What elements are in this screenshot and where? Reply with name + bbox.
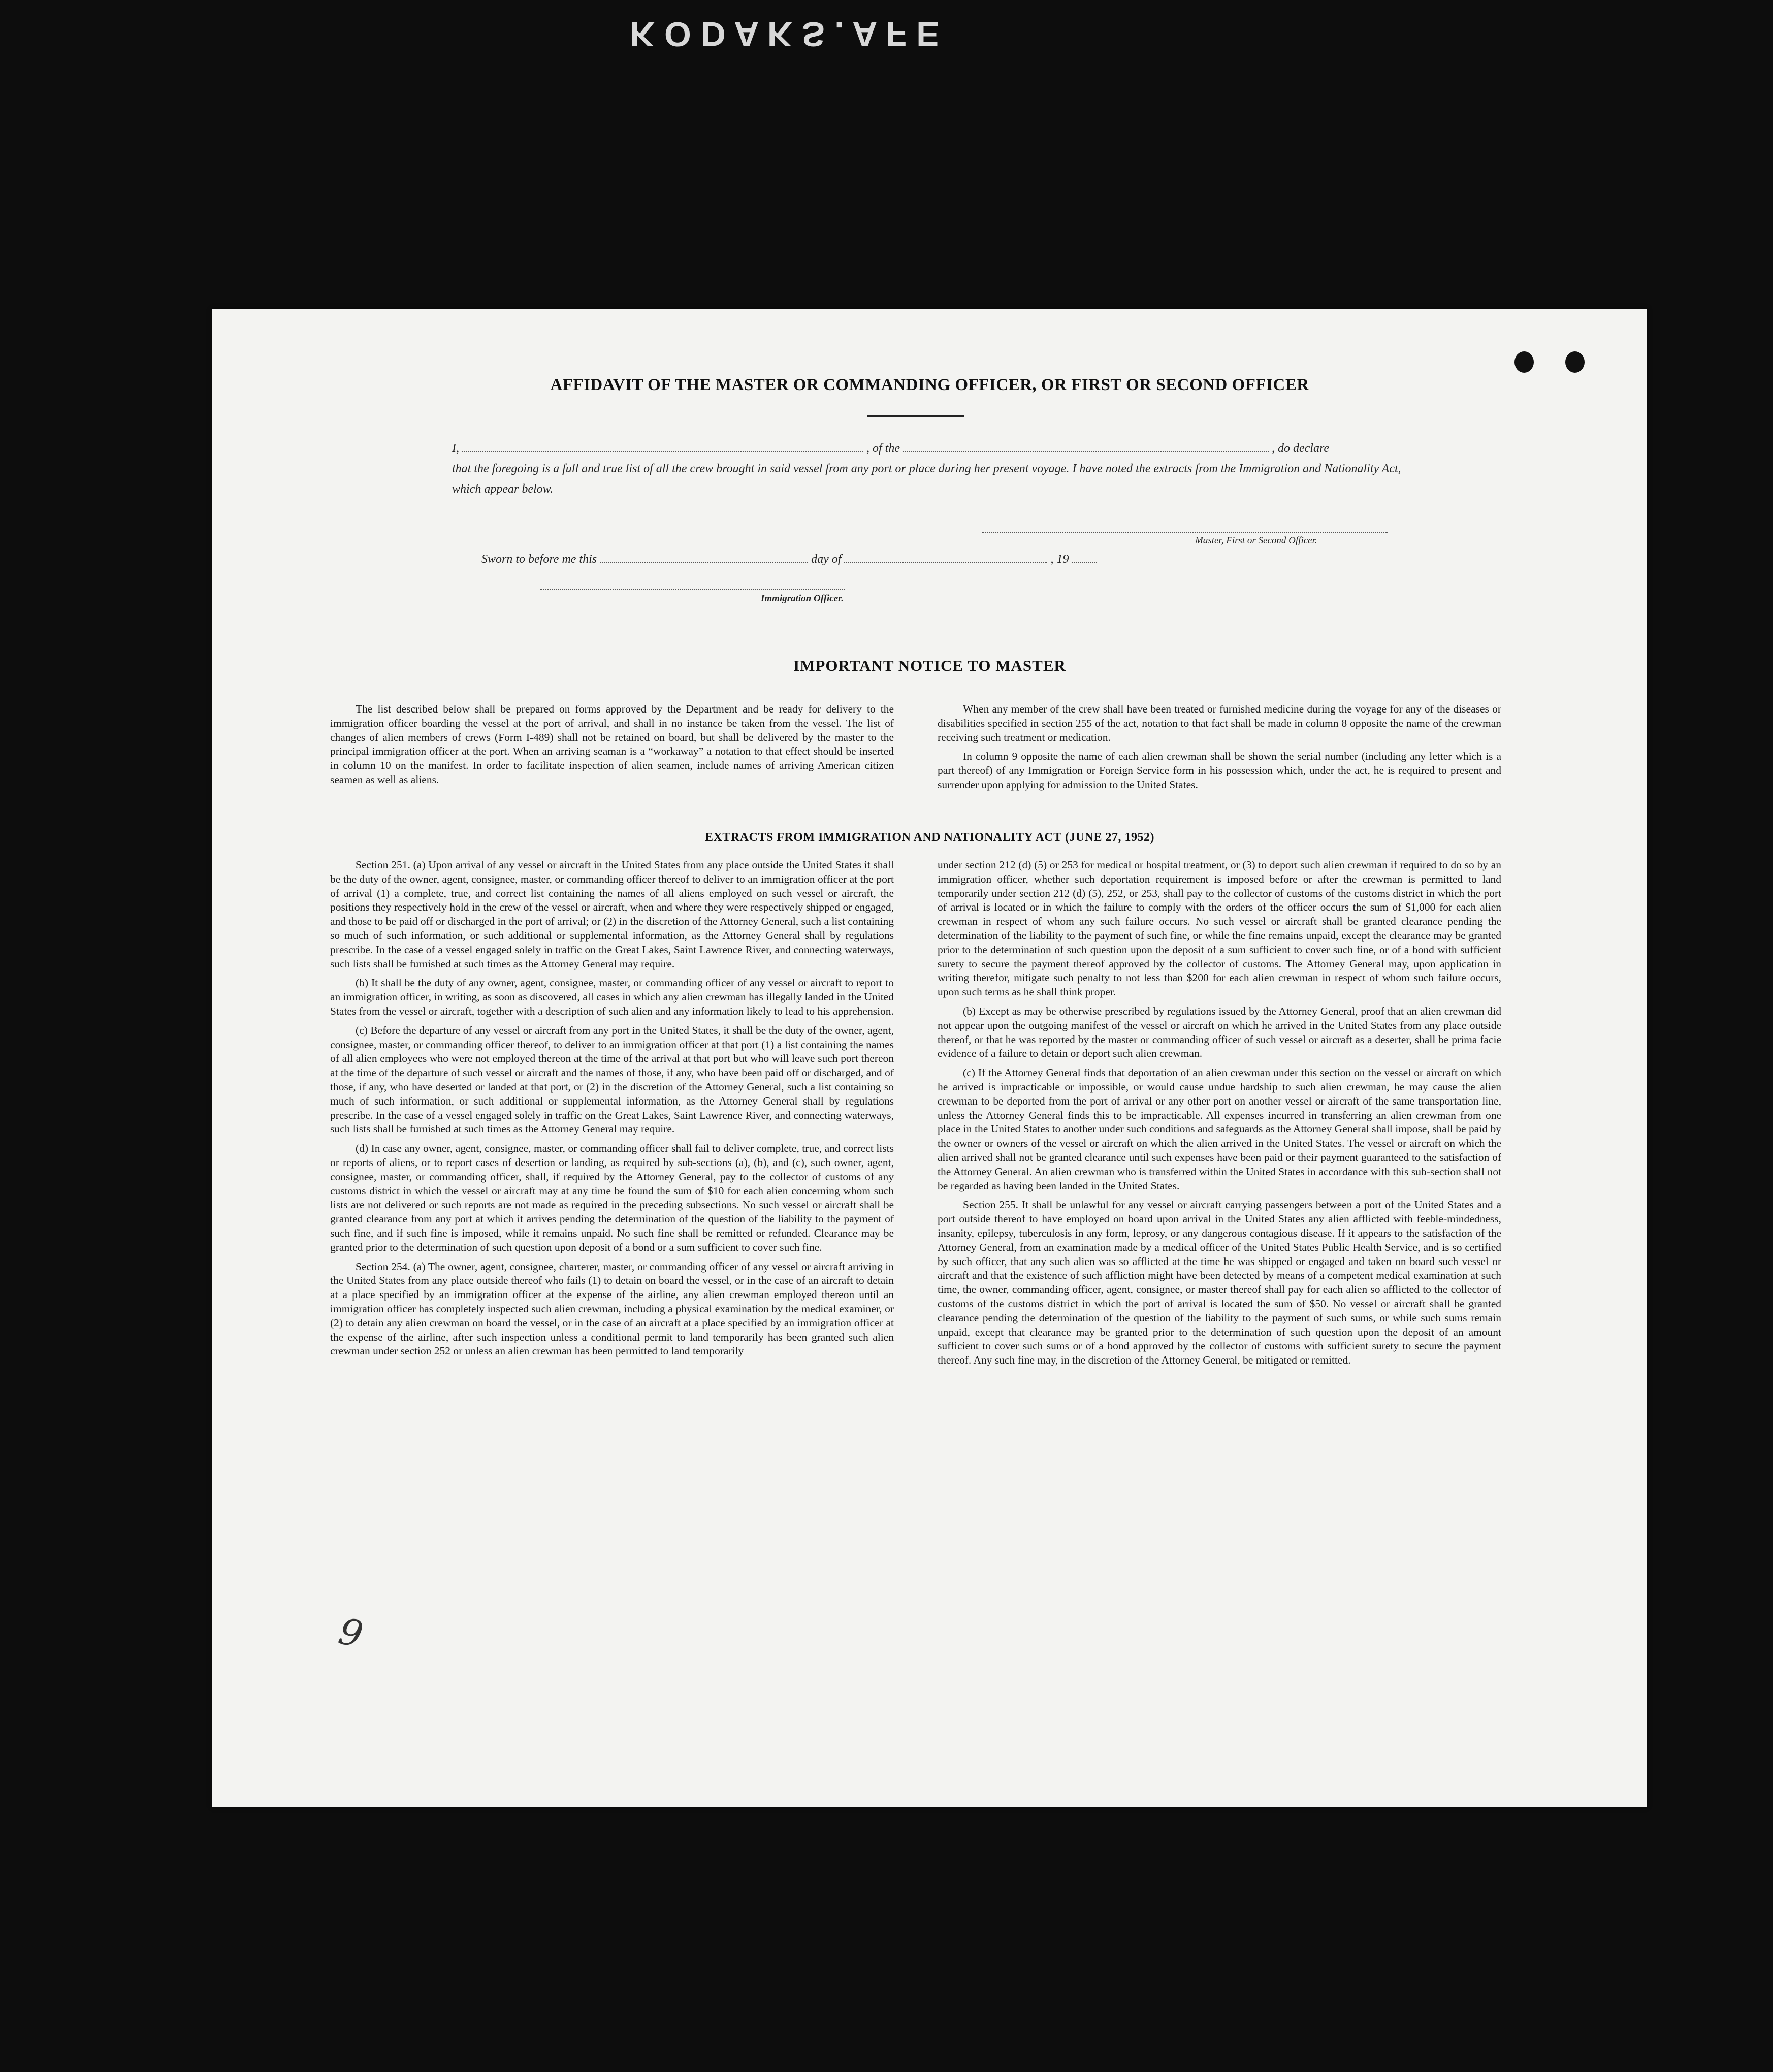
- notice-left-paragraph: The list described below shall be prepared on forms approved by the Department and be ready for delivery to the immigration officer boarding the vessel at the port of arrival, and shall in no instance be taken from the vessel. The list of changes of alien members of crews (Form I-489) shall not be retained on board, but shall be delivered by the master to the principal immigration officer at the port. When an arriving seaman is a “workaway” a notation to that effect should be inserted in column 10 on the manifest. In order to facilitate inspection of alien seamen, include names of arriving American citizen seamen as well as aliens.: [330, 703, 894, 786]
- section-251-a: Section 251. (a) Upon arrival of any vessel or aircraft in the United States from any place outside the United States it shall be the duty of the owner, agent, consignee, master, or commanding officer thereof to deliver to an immigration officer at the port of arrival (1) a complete, true, and correct list containing the names of all aliens employed on such vessel or aircraft, the positions they respectively hold in the crew of the vessel or aircraft, when and where they were respectively shipped or engaged, and those to be paid off or discharged in the port of arrival; or (2) in the discretion of the Attorney General, such a list containing so much of such information, or such additional or supplemental information, as the Attorney General shall by regulations prescribe. In the case of a vessel engaged solely in traffic on the Great Lakes, Saint Lawrence River, and connecting waterways, such lists shall be furnished at such times as the Attorney General may require.: [330, 859, 894, 970]
- section-255: Section 255. It shall be unlawful for any vessel or aircraft carrying passengers between a port of the United States and a port outside thereof to have employed on board upon arrival in the United States any alien afflicted with feeble-mindedness, insanity, epilepsy, tuberculosis in any form, leprosy, or any dangerous contagious disease. If it appears to the satisfaction of the Attorney General, from an examination made by a medical officer of the United States Public Health Service, and is so certified by such officer, that any such alien was so afflicted at the time he was shipped or engaged and taken on board such vessel or aircraft and that the existence of such affliction might have been detected by means of a competent medical examination at such time, the owner, commanding officer, agent, consignee, or master thereof shall pay for each alien so afflicted to the collector of customs of the customs district in which the port of arrival is located the sum of $50. No vessel or aircraft shall be granted clearance pending the determination of the question of the liability to the payment of such sums, or while such sums remain unpaid, except that clearance may be granted prior to the determination of such question upon the deposit of an amount sufficient to cover such sums or of a bond approved by the collector of customs with sufficient surety to secure the payment thereof. Any such fine may, in the discretion of the Attorney General, be mitigated or remitted.: [938, 1199, 1501, 1367]
- film-edge-text: K O D A K S . A F E: [630, 15, 940, 53]
- affidavit-title: AFFIDAVIT OF THE MASTER OR COMMANDING OFFICER, OR FIRST OR SECOND OFFICER: [550, 376, 1309, 394]
- immigration-officer-label: Immigration Officer.: [761, 593, 844, 604]
- sworn-day-of: day of: [811, 553, 842, 566]
- sworn-month-blank: [844, 553, 1047, 563]
- title-divider: [867, 415, 964, 417]
- section-254-a-continued: under section 212 (d) (5) or 253 for medical or hospital treatment, or (3) to deport such alien crewman if required to do so by an immigration officer, whether such deportation requirement is imposed before or after the crewman is permitted to land temporarily under section 212 (d) (5), 252, or 253, shall pay to the collector of customs of the customs district in which the port of arrival is located or in which the failure to comply with the orders of the officer occurs the sum of $1,000 for each alien crewman in respect of whom any such failure occurs. No such vessel or aircraft shall be granted clearance pending the determination of the liability to the payment of such fine, or while the fine remains unpaid, except the clearance may be granted prior to the determination of such question upon the deposit of a sum sufficient to cover such fine, or of a bond with sufficient surety to secure the payment thereof approved by the collector of customs. The Attorney General may, upon application in writing therefor, mitigate such penalty to not less than $200 for each alien crewman in respect of whom such failure occurs, upon such terms as he shall think proper.: [938, 859, 1501, 998]
- declaration-text: that the foregoing is a full and true list of all the crew brought in said vessel from any port or place during her present voyage. I have noted the extracts from the Immigration and Nationality Act, which appear below.: [452, 462, 1401, 496]
- extracts-left-column: [330, 858, 894, 1364]
- sworn-day-blank: [600, 553, 808, 563]
- handwritten-page-number: 9: [335, 1609, 367, 1656]
- section-251-c: (c) Before the departure of any vessel or aircraft from any port in the United States, it shall be the duty of the owner, agent, consignee, master, or commanding officer thereof, to deliver to an immigration officer at that port (1) a list containing the names of all alien employees who were not employed thereon at the time of the arrival at that port but who will leave such port thereon at the time of the departure of such vessel or aircraft and the names of those, if any, who have been paid off or discharged, and of those, if any, who have deserted or landed at that port, or (2) in the discretion of the Attorney General, such a list containing so much of such information, or such additional or supplemental information, as the Attorney General shall by regulations prescribe. In the case of a vessel engaged solely in traffic on the Great Lakes, Saint Lawrence River, and connecting waterways, such lists shall be furnished at such times as the Attorney General may require.: [330, 1024, 894, 1136]
- sworn-year: , 19: [1050, 553, 1069, 566]
- notice-right-column: [938, 702, 1501, 797]
- declaration-block: [452, 438, 1412, 499]
- extracts-title: EXTRACTS FROM IMMIGRATION AND NATIONALITY ACT (JUNE 27, 1952): [705, 831, 1154, 844]
- declaration-i: I,: [452, 442, 459, 455]
- notice-left-column: [330, 702, 894, 792]
- extracts-right-column: [938, 858, 1501, 1373]
- section-254-a: Section 254. (a) The owner, agent, consignee, charterer, master, or commanding officer of any vessel or aircraft arriving in the United States from any place outside thereof who fails (1) to detain on board the vessel, or in the case of an aircraft to detain at a place specified by an immigration officer at the expense of the airline, any alien crewman employed thereon until an immigration officer has completely inspected such alien crewman, including a physical examination by the medical examiner, or (2) to detain any alien crewman on board the vessel, or in the case of an aircraft at a place specified by an immigration officer at the expense of the airline, after such inspection unless a conditional permit to land temporarily has been granted such alien crewman under section 252 or unless an alien crewman has been permitted to land temporarily: [330, 1260, 894, 1357]
- section-254-c: (c) If the Attorney General finds that deportation of an alien crewman under this section on the vessel or aircraft on which he arrived is impracticable or impossible, or would cause undue hardship to such alien crewman, he may cause the alien crewman to be deported from the port of arrival or any other port on another vessel or aircraft of the same transportation line, unless the Attorney General finds this to be impracticable. All expenses incurred in transferring an alien crewman from one place in the United States to another under such conditions and safeguards as the Attorney General shall impose, shall be paid by the owner or owners of the vessel or aircraft on which the alien arrived in the United States. The vessel or aircraft on which the alien arrived shall not be granted clearance until such expenses have been paid or their payment guaranteed to the satisfaction of the Attorney General. An alien crewman who is transferred within the United States in accordance with this sub-section shall not be regarded as having been landed in the United States.: [938, 1066, 1501, 1192]
- notice-right-paragraph-1: When any member of the crew shall have been treated or furnished medicine during the voyage for any of the diseases or disabilities specified in section 255 of the act, notation to that fact shall be made in column 8 opposite the name of the crewman receiving such treatment or medication.: [938, 703, 1501, 743]
- document-page: [212, 309, 1647, 1807]
- sworn-year-blank: [1072, 553, 1097, 563]
- declaration-do-declare: , do declare: [1272, 442, 1330, 455]
- notice-title: IMPORTANT NOTICE TO MASTER: [793, 657, 1066, 674]
- declaration-line-1: [452, 438, 1412, 459]
- name-blank: [462, 442, 863, 452]
- sworn-text: Sworn to before me this: [481, 553, 597, 566]
- punch-hole: [1514, 351, 1534, 373]
- master-signature-line: [982, 532, 1388, 533]
- punch-hole: [1565, 351, 1585, 373]
- master-signature-label: Master, First or Second Officer.: [1195, 535, 1317, 546]
- section-251-b: (b) It shall be the duty of any owner, agent, consignee, master, or commanding officer of any vessel or aircraft to report to an immigration officer, in writing, as soon as discovered, all cases in which any alien crewman has illegally landed in the United States from the vessel or aircraft, together with a description of such alien and any information likely to lead to his apprehension.: [330, 977, 894, 1017]
- officer-signature-line: [540, 589, 845, 590]
- section-254-b: (b) Except as may be otherwise prescribed by regulations issued by the Attorney General, proof that an alien crewman did not appear upon the outgoing manifest of the vessel or aircraft on which he arrived in the United States from any place outside thereof, or that he was reported by the master or commanding officer of such vessel or aircraft as a deserter, shall be prima facie evidence of a failure to detain or deport such alien crewman.: [938, 1005, 1501, 1060]
- vessel-blank: [903, 442, 1269, 452]
- section-251-d: (d) In case any owner, agent, consignee, master, or commanding officer shall fail to deliver complete, true, and correct lists or reports of aliens, or to report cases of desertion or landing, as required by sub-sections (a), (b), and (c), such owner, agent, consignee, master, or commanding officer, shall, if required by the Attorney General, pay to the collector of customs of any customs district in which the vessel or aircraft may at any time be found the sum of $10 for each alien concerning whom such lists are not delivered or such reports are not made as required in the preceding subsections. No such vessel or aircraft shall be granted clearance from any port at which it arrives pending the determination of the question of the liability to the payment of such fine, and if such fine is imposed, while it remains unpaid. No such fine shall be remitted or refunded. Clearance may be granted prior to the determination of such question upon deposit of a bond or a sum sufficient to cover such fine.: [330, 1142, 894, 1253]
- declaration-of-the: , of the: [866, 442, 900, 455]
- notice-right-paragraph-2: In column 9 opposite the name of each alien crewman shall be shown the serial number (including any letter which is a part thereof) of any Immigration or Foreign Service form in his possession which, under the act, he is required to present and surrender upon applying for admission to the United States.: [938, 750, 1501, 791]
- film-edge-marking: [0, 0, 1773, 66]
- sworn-line: [481, 553, 1097, 566]
